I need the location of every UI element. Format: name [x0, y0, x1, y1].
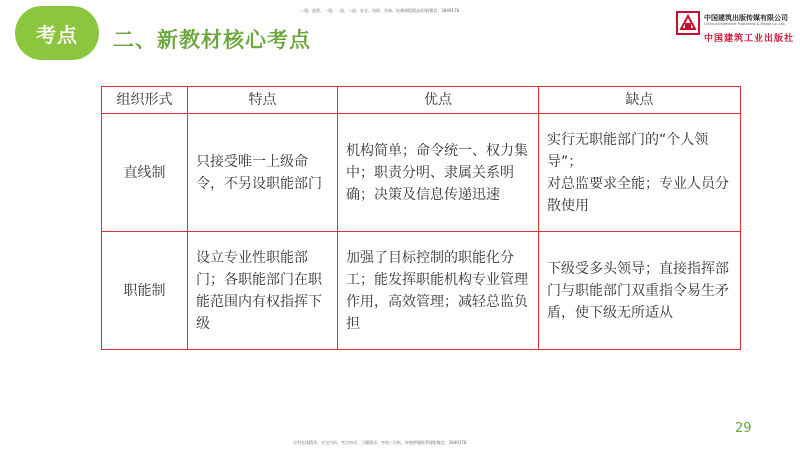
row-disadvantages: [539, 232, 741, 350]
header-disadvantages: 缺点: [539, 87, 741, 114]
row-features: 设立专业性职能部门；各职能部门在职能范围内有权指挥下级: [188, 232, 338, 350]
topic-badge: 考点: [15, 6, 99, 60]
row-advantages: 加强了目标控制的职能化分工；能发挥职能机构专业管理作用，高效管理；减轻总监负担: [338, 232, 539, 350]
row-advantages: 机构简单；命令统一、权力集中；职责分明、隶属关系明确；决策及信息传递迅速: [338, 114, 539, 232]
table-row: [102, 232, 741, 350]
header-features: 特点: [188, 87, 338, 114]
table-row: [102, 114, 741, 232]
publisher-name-en: China Architecture Publishing & Media Co.,Ltd.: [704, 22, 786, 26]
page-number: 29: [735, 421, 752, 436]
header-form: 组织形式: [102, 87, 188, 114]
publisher-brand: 中国建筑工业出版社: [704, 34, 795, 44]
publisher-logo: [676, 11, 796, 43]
row-form: 职能制: [102, 232, 188, 350]
table-header-row: [102, 87, 741, 114]
row-features: 只接受唯一上级命令，不另设职能部门: [188, 114, 338, 232]
publisher-logo-icon: [676, 11, 700, 35]
row-form: 直线制: [102, 114, 188, 232]
page-title: 二、新教材核心考点: [113, 28, 311, 52]
disadvantage-line: 对总监要求全能；专业人员分散使用: [547, 175, 729, 214]
disadvantage-line: 下级受多头领导；直接指挥部门与职能部门双重指令易生矛盾，使下级无所适从: [547, 260, 729, 321]
footer-watermark-note: 全科在线精华、完全内训、考点串讲、习题精讲、考前三页纸，终极押题联系QQ/微信：3849178: [293, 440, 467, 445]
row-disadvantages: [539, 114, 741, 232]
top-watermark-note: 二建、监理、一建、一造、二造、安全、消防、咨询、检测课程精品班课/微信：3849178: [300, 8, 460, 13]
header-advantages: 优点: [338, 87, 539, 114]
publisher-name-cn: 中国建筑出版传媒有限公司: [704, 14, 788, 22]
comparison-table: [101, 86, 741, 350]
disadvantage-line: 实行无职能部门的“个人领导”；: [547, 131, 709, 170]
